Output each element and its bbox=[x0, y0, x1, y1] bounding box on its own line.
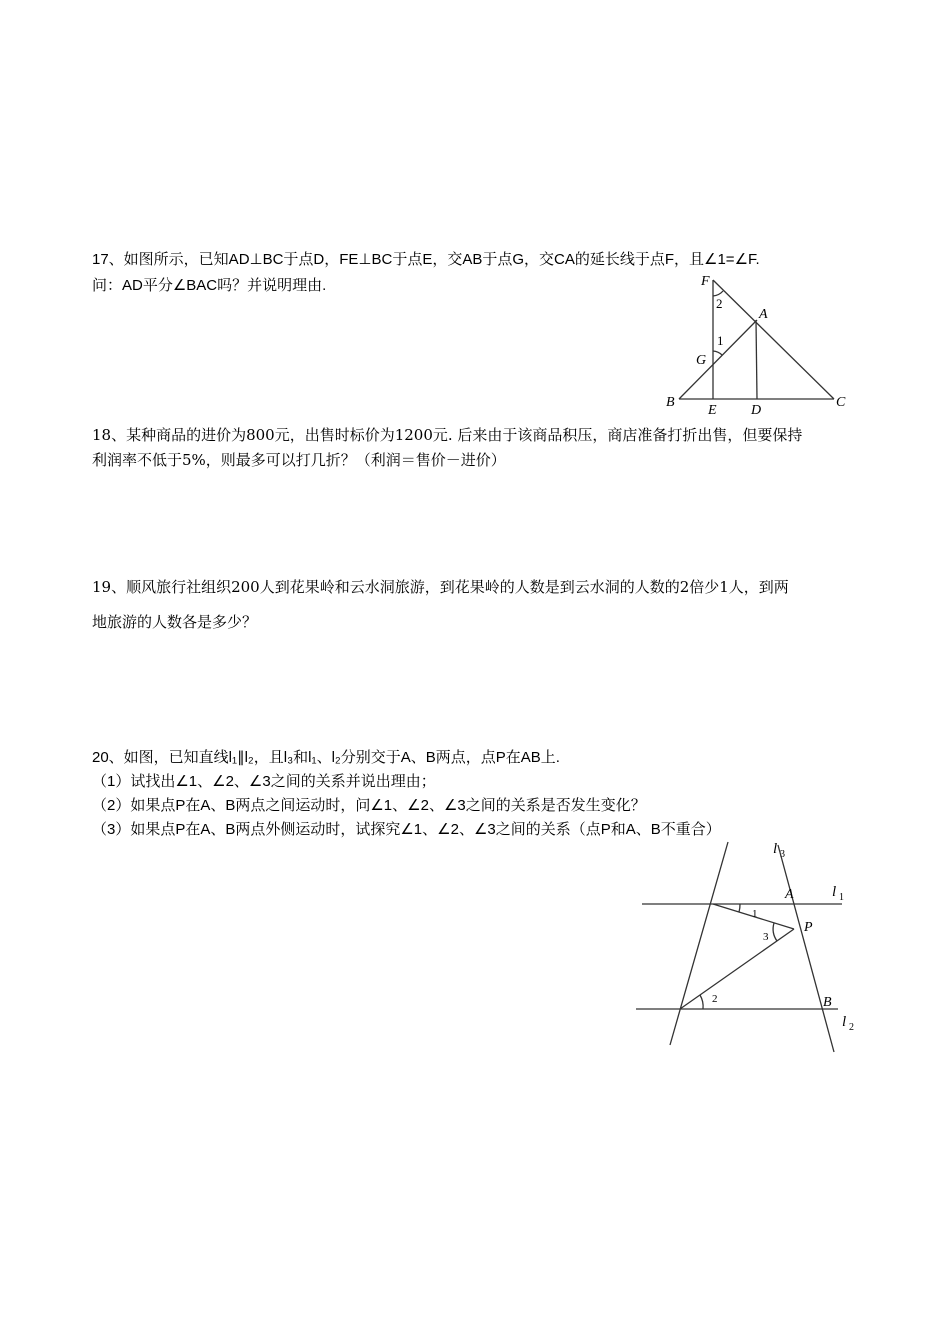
label-G: G bbox=[696, 353, 707, 368]
q20-part3: （3）如果点P在A、B两点外侧运动时，试探究∠1、∠2、∠3之间的关系（点P和A、B不重合） bbox=[92, 821, 721, 838]
label-P: P bbox=[804, 920, 813, 935]
angle3-arc bbox=[773, 923, 777, 941]
label-angle1: 1 bbox=[752, 908, 758, 920]
label-angle1: 1 bbox=[717, 333, 724, 348]
angle2-arc bbox=[700, 995, 703, 1009]
q17-line2: 问：AD平分∠BAC吗？并说明理由. bbox=[92, 277, 327, 294]
label-l2-main: l bbox=[842, 1014, 847, 1030]
label-B: B bbox=[823, 995, 832, 1010]
label-F: F bbox=[701, 274, 710, 289]
label-A: A bbox=[759, 307, 768, 322]
label-E: E bbox=[708, 403, 717, 418]
angle1-arc bbox=[739, 904, 740, 912]
q18-line2: 利润率不低于5%，则最多可以打几折？（利润＝售价－进价） bbox=[92, 451, 506, 469]
label-B: B bbox=[666, 395, 675, 410]
label-A: A bbox=[785, 887, 794, 902]
q18-line1: 18、某种商品的进价为800元，出售时标价为1200元. 后来由于该商品积压，商店准备打折出售，但要保持 bbox=[92, 426, 803, 444]
line-left-transversal bbox=[670, 842, 728, 1045]
label-l3-sub: 3 bbox=[780, 849, 785, 860]
q20-part1: （1）试找出∠1、∠2、∠3之间的关系并说出理由； bbox=[92, 773, 436, 790]
q20-part2: （2）如果点P在A、B两点之间运动时，问∠1、∠2、∠3之间的关系是否发生变化？ bbox=[92, 797, 646, 814]
label-angle2: 2 bbox=[712, 993, 718, 1005]
label-C: C bbox=[836, 395, 846, 410]
q17-line1: 17、如图所示，已知AD⊥BC于点D，FE⊥BC于点E，交AB于点G，交CA的延长线于点F，且∠1=∠F. bbox=[92, 251, 760, 268]
label-angle3: 3 bbox=[763, 931, 769, 943]
q19-line2: 地旅游的人数各是多少？ bbox=[92, 613, 258, 631]
q20-line1: 20、如图，已知直线l₁∥l₂，且l₃和l₁、l₂分别交于A、B两点，点P在AB上. bbox=[92, 749, 560, 766]
line-l3 bbox=[778, 845, 837, 1052]
label-angle2: 2 bbox=[716, 296, 723, 311]
q19-line1: 19、顺风旅行社组织200人到花果岭和云水洞旅游，到花果岭的人数是到云水洞的人数的2倍少1人，到两 bbox=[92, 578, 789, 596]
label-l1-main: l bbox=[832, 884, 837, 900]
label-l1-sub: 1 bbox=[839, 892, 844, 903]
label-D: D bbox=[751, 403, 762, 418]
label-l2-sub: 2 bbox=[849, 1022, 854, 1033]
label-l3-main: l bbox=[773, 841, 778, 857]
